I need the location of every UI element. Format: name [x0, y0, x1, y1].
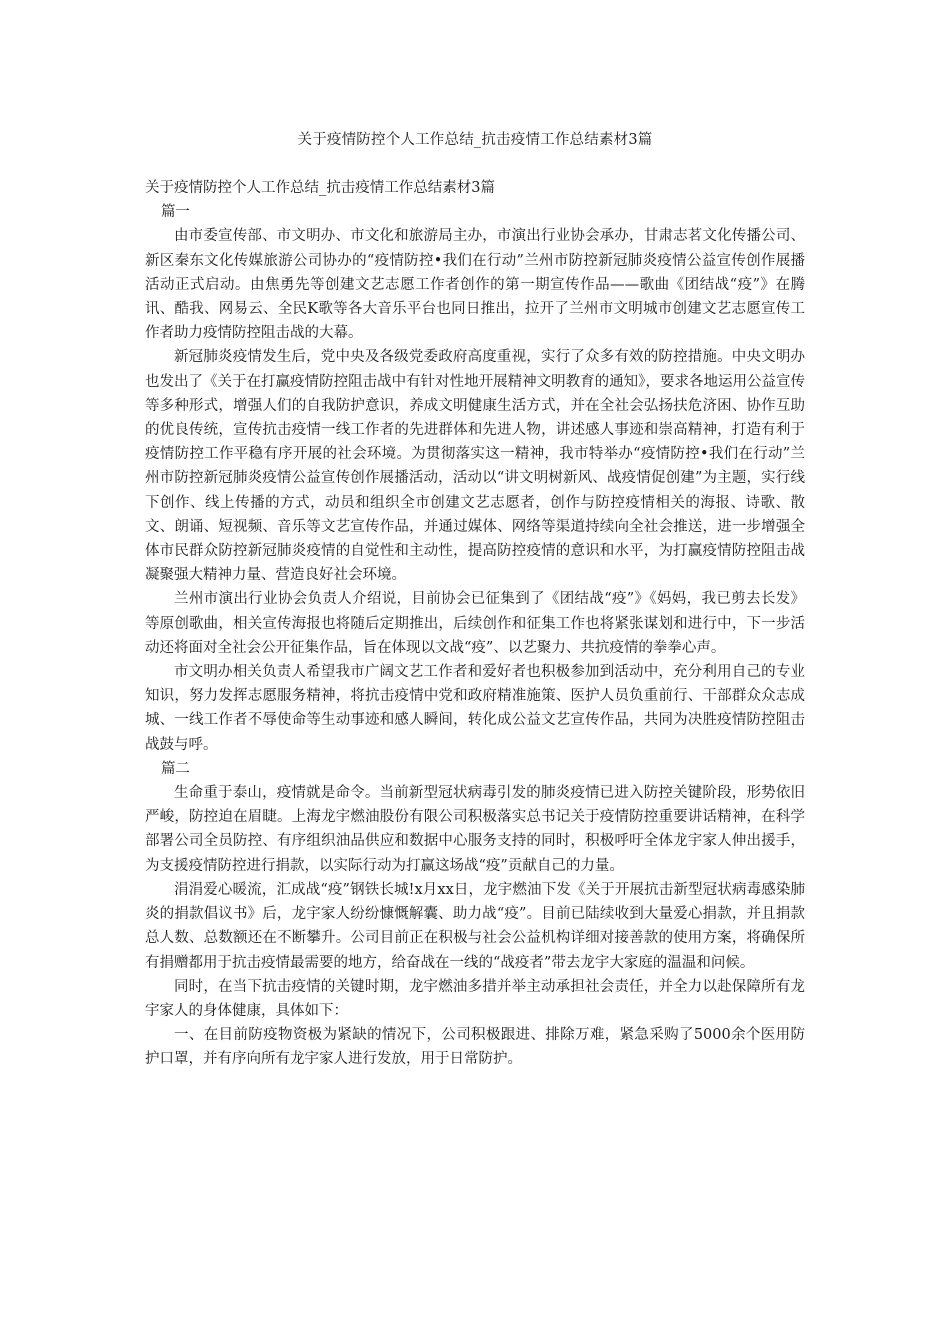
section-label: 篇二 — [160, 760, 190, 777]
paragraph: 市文明办相关负责人希望我市广阔文艺工作者和爱好者也积极参加到活动中，充分利用自己的专业知识，努力发挥志愿服务精神，将抗击疫情中党和政府精准施策、医护人员负重前行、干部群众众志成城、一线工作者不辱使命等生动事迹和感人瞬间，转化成公益文艺宣传作品，共同为决胜疫情防控阻击战鼓与呼。 — [145, 664, 805, 753]
paragraph: 涓涓爱心暖流，汇成战“疫”钢铁长城!x月xx日，龙宇燃油下发《关于开展抗击新型冠状病毒感染肺炎的捐款倡议书》后，龙宇家人纷纷慷慨解囊、助力战“疫”。目前已陆续收到大量爱心捐款，并且捐款总人数、总数额还在不断攀升。公司目前正在积极与社会公益机构详细对接善款的使用方案，将确保所有捐赠都用于抗击疫情最需要的地方，给奋战在一线的“战疫者”带去龙宇大家庭的温温和问候。 — [145, 881, 805, 971]
paragraph: 一、在目前防疫物资极为紧缺的情况下，公司积极跟进、排除万难，紧急采购了5000余个医用防护口罩，并有序向所有龙宇家人进行发放，用于日常防护。 — [145, 1027, 805, 1068]
paragraph: 兰州市演出行业协会负责人介绍说，目前协会已征集到了《团结战“疫”》《妈妈，我已剪去长发》等原创歌曲，相关宣传海报也将随后定期推出，后续创作和征集工作也将紧张谋划和进行中，下一步活动还将面对全社会公开征集作品，旨在体现以文战“疫”、以艺聚力、共抗疫情的拳拳心声。 — [145, 591, 805, 656]
paragraph: 由市委宣传部、市文明办、市文化和旅游局主办，市演出行业协会承办，甘肃志茗文化传播公司、新区秦东文化传媒旅游公司协办的“疫情防控•我们在行动”兰州市防控新冠肺炎疫情公益宣传创作展播活动正式启动。由焦勇先等创建文艺志愿工作者创作的第一期宣传作品——歌曲《团结战“疫”》在腾讯、酷我、网易云、全民K歌等各大音乐平台也同日推出，拉开了兰州市文明城市创建文艺志愿宣传工作者助力疫情防控阻击战的大幕。 — [145, 228, 805, 342]
paragraph: 生命重于泰山，疫情就是命令。当前新型冠状病毒引发的肺炎疫情已进入防控关键阶段，形势依旧严峻，防控迫在眉睫。上海龙宇燃油股份有限公司积极落实总书记关于疫情防控重要讲话精神，在科学部署公司全员防控、有序组织油品供应和数据中心服务支持的同时，积极呼吁全体龙宇家人伸出援手，为支援疫情防控进行捐款，以实际行动为打赢这场战“疫”贡献自己的力量。 — [145, 785, 805, 874]
section-label: 篇一 — [160, 204, 190, 221]
paragraph: 新冠肺炎疫情发生后，党中央及各级党委政府高度重视，实行了众多有效的防控措施。中央文明办也发出了《关于在打赢疫情防控阻击战中有针对性地开展精神文明教育的通知》，要求各地运用公益宣传等多种形式，增强人们的自我防护意识，养成文明健康生活方式，并在全社会弘扬扶危济困、协作互助的优良传统，宣传抗击疫情一线工作者的先进群体和先进人物，讲述感人事迹和崇高精神，打造有利于疫情防控工作平稳有序开展的社会环境。为贯彻落实这一精神，我市特举办“疫情防控•我们在行动”兰州市防控新冠肺炎疫情公益宣传创作展播活动，活动以“讲文明树新风、战疫情促创建”为主题，实行线下创作、线上传播的方式，动员和组织全市创建文艺志愿者，创作与防控疫情相关的海报、诗歌、散文、朗诵、短视频、音乐等文艺宣传作品，并通过媒体、网络等渠道持续向全社会推送，进一步增强全体市民群众防控新冠肺炎疫情的自觉性和主动性，提高防控疫情的意识和水平，为打赢疫情防控阻击战凝聚强大精神力量、营造良好社会环境。 — [145, 349, 805, 584]
paragraph: 同时，在当下抗击疫情的关键时期，龙宇燃油多措并举主动承担社会责任，并全力以赴保障所有龙宇家人的身体健康，具体如下： — [145, 978, 805, 1019]
page-header-title: 关于疫情防控个人工作总结_抗击疫情工作总结素材3篇 — [297, 132, 653, 148]
document-body — [145, 176, 805, 1072]
document-title: 关于疫情防控个人工作总结_抗击疫情工作总结素材3篇 — [145, 180, 495, 196]
